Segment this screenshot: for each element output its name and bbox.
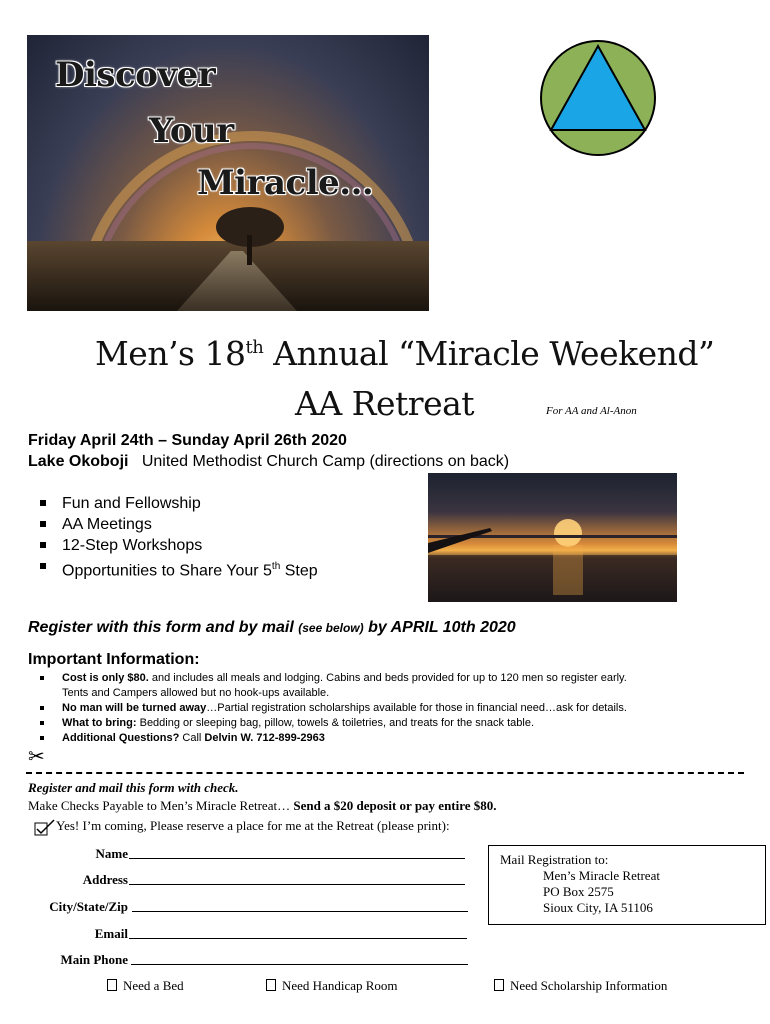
event-dates: Friday April 24th – Sunday April 26th 2020 <box>28 432 347 449</box>
feature-item: AA Meetings <box>28 514 318 535</box>
hero-image <box>27 35 429 311</box>
scissors-icon: ✂ <box>28 746 45 768</box>
hero-line-1: Discover <box>55 55 216 95</box>
hero-line-3: Miracle... <box>197 163 374 203</box>
checkbox-icon <box>266 979 276 991</box>
aa-circle-triangle-icon <box>538 38 658 158</box>
mail-line: PO Box 2575 <box>543 884 614 899</box>
option-scholarship[interactable]: Need Scholarship Information <box>494 978 667 994</box>
lake-sunset-image <box>428 473 677 602</box>
field-label-email: Email <box>94 926 128 941</box>
mail-heading: Mail Registration to: <box>500 852 609 867</box>
info-item: No man will be turned away…Partial registration scholarships available for those in financial need…ask for details. <box>28 701 748 716</box>
important-list <box>28 671 748 746</box>
option-handicap-room[interactable]: Need Handicap Room <box>266 978 398 994</box>
field-label-city: City/State/Zip <box>49 899 128 914</box>
mail-registration-box <box>488 845 766 925</box>
field-label-name: Name <box>95 846 128 861</box>
mail-line: Men’s Miracle Retreat <box>543 868 660 883</box>
feature-item: 12-Step Workshops <box>28 535 318 556</box>
checkbox-icon <box>107 979 117 991</box>
info-item: Additional Questions? Call Delvin W. 712-899-2963 <box>28 731 748 746</box>
important-heading: Important Information: <box>28 651 200 668</box>
option-need-bed[interactable]: Need a Bed <box>107 978 184 994</box>
info-item: What to bring: Bedding or sleeping bag, pillow, towels & toiletries, and treats for the snack table. <box>28 716 748 731</box>
checkbox-icon <box>494 979 504 991</box>
yes-text: Yes! I’m coming, Please reserve a place for me at the Retreat (please print): <box>56 818 450 833</box>
info-item: Cost is only $80. and includes all meals and lodging. Cabins and beds provided for up to 120 men so register early. Tents and Campers allowed but no hook-ups available. <box>28 671 748 701</box>
feature-list <box>28 493 318 581</box>
audience-note: For AA and Al-Anon <box>546 405 637 417</box>
name-field[interactable] <box>129 846 465 859</box>
city-state-zip-field[interactable] <box>132 899 468 912</box>
field-label-address: Address <box>82 872 128 887</box>
hero-line-2: Your <box>149 111 234 151</box>
page-title-line2: AA Retreat <box>295 384 475 423</box>
tree-icon <box>212 205 292 265</box>
event-location: Lake Okoboji United Methodist Church Camp (directions on back) <box>28 453 510 470</box>
main-phone-field[interactable] <box>131 952 468 965</box>
cut-line <box>26 772 744 774</box>
payable-text: Make Checks Payable to Men’s Miracle Retreat… Send a $20 deposit or pay entire $80. <box>28 798 497 813</box>
email-field[interactable] <box>129 926 467 939</box>
field-label-phone: Main Phone <box>60 952 128 967</box>
page-title: Men’s 18th Annual “Miracle Weekend” <box>95 334 715 373</box>
feature-item: Fun and Fellowship <box>28 493 318 514</box>
mail-line: Sioux City, IA 51106 <box>543 900 653 915</box>
form-heading: Register and mail this form with check. <box>28 780 239 795</box>
yes-checkbox[interactable] <box>34 819 56 842</box>
register-deadline: Register with this form and by mail (see below) by APRIL 10th 2020 <box>28 619 516 636</box>
address-field[interactable] <box>129 872 465 885</box>
checkmark-icon <box>34 819 56 837</box>
feature-item: Opportunities to Share Your 5th Step <box>28 556 318 581</box>
